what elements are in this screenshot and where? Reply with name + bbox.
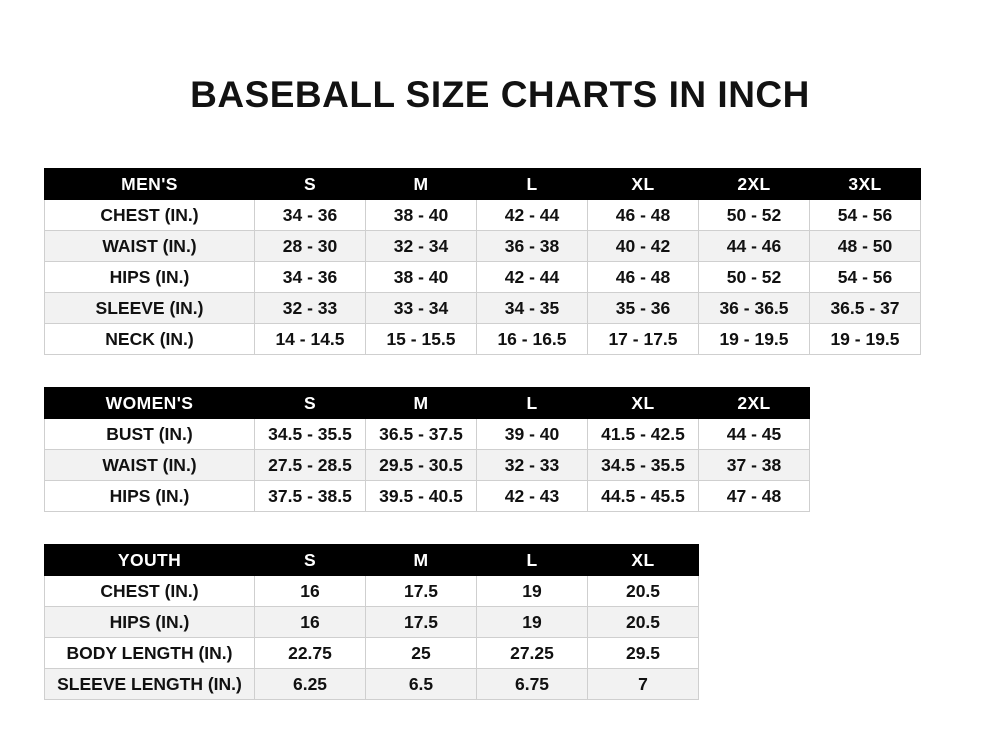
table-cell: 17 - 17.5 — [588, 324, 699, 355]
row-label: CHEST (IN.) — [45, 200, 255, 231]
table-cell: 17.5 — [366, 576, 477, 607]
table-header-row — [45, 545, 699, 576]
table-row — [45, 607, 699, 638]
page-title: BASEBALL SIZE CHARTS IN INCH — [190, 74, 810, 115]
table-cell: 25 — [366, 638, 477, 669]
table-cell: 19 — [477, 576, 588, 607]
row-label: NECK (IN.) — [45, 324, 255, 355]
table-cell: 27.25 — [477, 638, 588, 669]
table-cell: 14 - 14.5 — [255, 324, 366, 355]
table-cell: 44 - 46 — [699, 231, 810, 262]
table-row — [45, 324, 921, 355]
table-cell: 47 - 48 — [699, 481, 810, 512]
table-cell: 16 — [255, 576, 366, 607]
table-cell: 15 - 15.5 — [366, 324, 477, 355]
table-cell: 22.75 — [255, 638, 366, 669]
table-cell: 19 - 19.5 — [810, 324, 921, 355]
table-cell: 6.75 — [477, 669, 588, 700]
column-header: S — [255, 388, 366, 419]
table-row — [45, 450, 810, 481]
table-row — [45, 262, 921, 293]
column-header: 2XL — [699, 388, 810, 419]
table-cell: 42 - 44 — [477, 262, 588, 293]
table-row — [45, 576, 699, 607]
table-row — [45, 231, 921, 262]
row-label: BODY LENGTH (IN.) — [45, 638, 255, 669]
table-cell: 50 - 52 — [699, 200, 810, 231]
table-cell: 6.5 — [366, 669, 477, 700]
table-cell: 41.5 - 42.5 — [588, 419, 699, 450]
column-header: WOMEN'S — [45, 388, 255, 419]
row-label: SLEEVE LENGTH (IN.) — [45, 669, 255, 700]
table-cell: 37 - 38 — [699, 450, 810, 481]
table-cell: 29.5 — [588, 638, 699, 669]
table-cell: 46 - 48 — [588, 262, 699, 293]
table-cell: 34 - 36 — [255, 262, 366, 293]
column-header: XL — [588, 388, 699, 419]
table-row — [45, 669, 699, 700]
table-row — [45, 419, 810, 450]
table-row — [45, 481, 810, 512]
column-header: M — [366, 388, 477, 419]
youth-size-table — [44, 544, 699, 700]
table-cell: 37.5 - 38.5 — [255, 481, 366, 512]
table-cell: 17.5 — [366, 607, 477, 638]
size-tables-container — [0, 168, 1000, 700]
table-cell: 34 - 36 — [255, 200, 366, 231]
mens-size-table — [44, 168, 921, 355]
table-row — [45, 200, 921, 231]
table-cell: 50 - 52 — [699, 262, 810, 293]
table-cell: 6.25 — [255, 669, 366, 700]
table-cell: 33 - 34 — [366, 293, 477, 324]
table-cell: 34 - 35 — [477, 293, 588, 324]
row-label: HIPS (IN.) — [45, 481, 255, 512]
table-cell: 35 - 36 — [588, 293, 699, 324]
table-cell: 54 - 56 — [810, 200, 921, 231]
table-cell: 16 - 16.5 — [477, 324, 588, 355]
table-cell: 36.5 - 37.5 — [366, 419, 477, 450]
table-cell: 42 - 44 — [477, 200, 588, 231]
row-label: SLEEVE (IN.) — [45, 293, 255, 324]
table-cell: 42 - 43 — [477, 481, 588, 512]
table-cell: 20.5 — [588, 607, 699, 638]
table-row — [45, 293, 921, 324]
table-cell: 36 - 38 — [477, 231, 588, 262]
column-header: MEN'S — [45, 169, 255, 200]
column-header: L — [477, 388, 588, 419]
row-label: CHEST (IN.) — [45, 576, 255, 607]
table-cell: 20.5 — [588, 576, 699, 607]
table-cell: 29.5 - 30.5 — [366, 450, 477, 481]
column-header: L — [477, 545, 588, 576]
table-cell: 32 - 33 — [255, 293, 366, 324]
table-cell: 32 - 34 — [366, 231, 477, 262]
table-cell: 44 - 45 — [699, 419, 810, 450]
table-cell: 36.5 - 37 — [810, 293, 921, 324]
table-cell: 28 - 30 — [255, 231, 366, 262]
table-cell: 36 - 36.5 — [699, 293, 810, 324]
column-header: M — [366, 169, 477, 200]
table-cell: 16 — [255, 607, 366, 638]
table-row — [45, 638, 699, 669]
table-header-row — [45, 388, 810, 419]
column-header: L — [477, 169, 588, 200]
table-cell: 34.5 - 35.5 — [588, 450, 699, 481]
row-label: BUST (IN.) — [45, 419, 255, 450]
row-label: HIPS (IN.) — [45, 607, 255, 638]
table-cell: 19 - 19.5 — [699, 324, 810, 355]
table-cell: 38 - 40 — [366, 262, 477, 293]
table-cell: 32 - 33 — [477, 450, 588, 481]
table-cell: 27.5 - 28.5 — [255, 450, 366, 481]
table-header-row — [45, 169, 921, 200]
table-cell: 38 - 40 — [366, 200, 477, 231]
table-cell: 7 — [588, 669, 699, 700]
table-cell: 39.5 - 40.5 — [366, 481, 477, 512]
column-header: YOUTH — [45, 545, 255, 576]
table-cell: 44.5 - 45.5 — [588, 481, 699, 512]
table-cell: 34.5 - 35.5 — [255, 419, 366, 450]
row-label: WAIST (IN.) — [45, 231, 255, 262]
column-header: S — [255, 169, 366, 200]
womens-size-table — [44, 387, 810, 512]
table-cell: 39 - 40 — [477, 419, 588, 450]
column-header: M — [366, 545, 477, 576]
table-cell: 46 - 48 — [588, 200, 699, 231]
table-cell: 19 — [477, 607, 588, 638]
column-header: XL — [588, 169, 699, 200]
column-header: 2XL — [699, 169, 810, 200]
table-cell: 48 - 50 — [810, 231, 921, 262]
table-cell: 40 - 42 — [588, 231, 699, 262]
row-label: HIPS (IN.) — [45, 262, 255, 293]
table-cell: 54 - 56 — [810, 262, 921, 293]
row-label: WAIST (IN.) — [45, 450, 255, 481]
column-header: S — [255, 545, 366, 576]
column-header: 3XL — [810, 169, 921, 200]
column-header: XL — [588, 545, 699, 576]
